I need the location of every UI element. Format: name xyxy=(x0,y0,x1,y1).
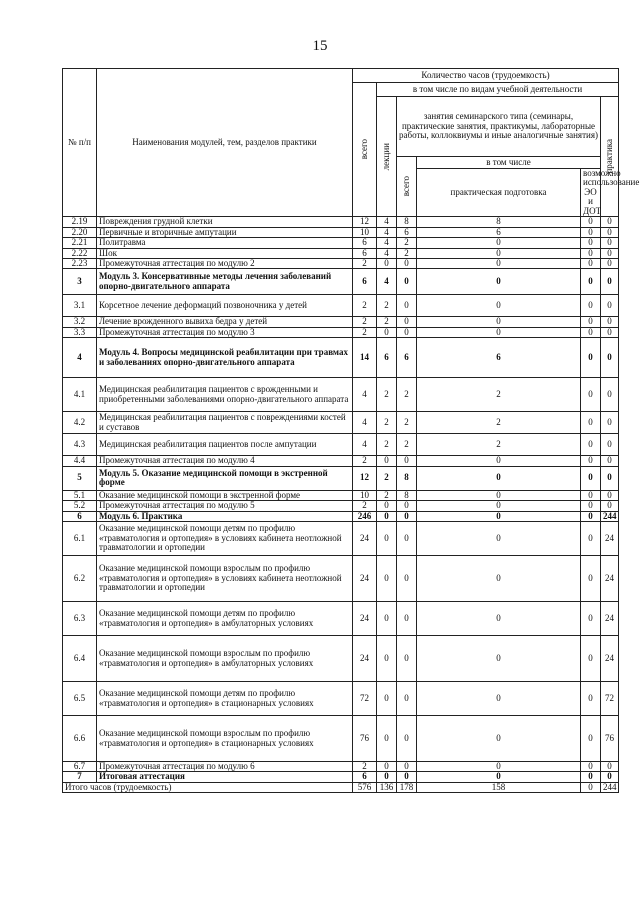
row-value: 14 xyxy=(353,338,377,378)
table-row xyxy=(63,258,619,268)
row-value: 0 xyxy=(397,258,417,268)
row-value: 6 xyxy=(353,269,377,295)
row-value: 0 xyxy=(601,248,619,258)
row-name: Промежуточная аттестация по модулю 6 xyxy=(97,762,353,772)
row-value: 0 xyxy=(601,317,619,327)
row-value: 0 xyxy=(417,556,581,602)
row-value: 2 xyxy=(417,378,581,412)
header-practice: практика xyxy=(601,97,619,217)
row-number: 6.3 xyxy=(63,602,97,636)
row-value: 8 xyxy=(397,217,417,227)
row-value: 0 xyxy=(601,772,619,782)
table-row xyxy=(63,217,619,227)
row-value: 24 xyxy=(601,602,619,636)
row-value: 2 xyxy=(353,501,377,511)
row-value: 0 xyxy=(601,295,619,317)
row-number: 5 xyxy=(63,466,97,490)
row-name: Промежуточная аттестация по модулю 3 xyxy=(97,327,353,337)
row-value: 0 xyxy=(397,501,417,511)
row-number: 2.22 xyxy=(63,248,97,258)
row-value: 0 xyxy=(417,317,581,327)
row-value: 24 xyxy=(353,522,377,556)
row-value: 4 xyxy=(353,412,377,434)
row-value: 6 xyxy=(417,227,581,237)
row-value: 0 xyxy=(377,327,397,337)
row-number: 6.1 xyxy=(63,522,97,556)
row-value: 6 xyxy=(353,238,377,248)
row-value: 0 xyxy=(581,412,601,434)
row-value: 0 xyxy=(601,327,619,337)
row-number: 3 xyxy=(63,269,97,295)
row-value: 2 xyxy=(397,412,417,434)
table-row xyxy=(63,327,619,337)
row-number: 2.23 xyxy=(63,258,97,268)
row-name: Первичные и вторичные ампутации xyxy=(97,227,353,237)
row-value: 2 xyxy=(353,317,377,327)
row-name: Промежуточная аттестация по модулю 5 xyxy=(97,501,353,511)
row-value: 24 xyxy=(353,636,377,682)
row-value: 2 xyxy=(353,327,377,337)
row-value: 0 xyxy=(417,295,581,317)
row-value: 0 xyxy=(417,602,581,636)
row-value: 76 xyxy=(353,716,377,762)
table-row xyxy=(63,456,619,466)
row-number: 3.3 xyxy=(63,327,97,337)
table-row xyxy=(63,501,619,511)
table-row xyxy=(63,295,619,317)
row-value: 0 xyxy=(417,248,581,258)
row-value: 2 xyxy=(353,762,377,772)
row-value: 72 xyxy=(353,682,377,716)
table-row xyxy=(63,434,619,456)
table-row xyxy=(63,636,619,682)
row-value: 2 xyxy=(353,295,377,317)
total-value: 0 xyxy=(581,782,601,792)
row-number: 6 xyxy=(63,511,97,521)
row-value: 0 xyxy=(581,501,601,511)
row-number: 2.20 xyxy=(63,227,97,237)
row-value: 76 xyxy=(601,716,619,762)
row-value: 10 xyxy=(353,490,377,500)
row-value: 0 xyxy=(417,772,581,782)
header-practical-training: практическая подготовка xyxy=(417,169,581,217)
table-row xyxy=(63,269,619,295)
row-value: 0 xyxy=(417,522,581,556)
row-value: 0 xyxy=(397,602,417,636)
row-value: 0 xyxy=(377,762,397,772)
row-value: 0 xyxy=(397,636,417,682)
row-value: 0 xyxy=(377,456,397,466)
row-value: 0 xyxy=(417,238,581,248)
row-value: 0 xyxy=(417,456,581,466)
row-name: Лечение врожденного вывиха бедра у детей xyxy=(97,317,353,327)
row-value: 0 xyxy=(581,556,601,602)
table-row xyxy=(63,412,619,434)
row-number: 6.2 xyxy=(63,556,97,602)
row-number: 6.7 xyxy=(63,762,97,772)
row-value: 0 xyxy=(377,522,397,556)
row-value: 0 xyxy=(417,490,581,500)
header-including: в том числе xyxy=(417,157,601,169)
row-number: 2.21 xyxy=(63,238,97,248)
row-value: 0 xyxy=(397,716,417,762)
row-value: 6 xyxy=(397,227,417,237)
table-row xyxy=(63,522,619,556)
table-row xyxy=(63,338,619,378)
row-value: 0 xyxy=(417,501,581,511)
row-value: 2 xyxy=(377,434,397,456)
row-value: 0 xyxy=(397,269,417,295)
table-row xyxy=(63,511,619,521)
row-value: 0 xyxy=(581,490,601,500)
row-value: 24 xyxy=(353,602,377,636)
row-number: 4.1 xyxy=(63,378,97,412)
row-value: 0 xyxy=(417,258,581,268)
row-name: Оказание медицинской помощи детям по профилю «травматология и ортопедия» в условиях кабинета неотложной травматологии и ортопедии xyxy=(97,522,353,556)
row-value: 0 xyxy=(581,295,601,317)
row-value: 24 xyxy=(601,522,619,556)
row-value: 0 xyxy=(581,511,601,521)
row-value: 0 xyxy=(397,682,417,716)
table-row xyxy=(63,716,619,762)
row-value: 0 xyxy=(377,636,397,682)
row-value: 2 xyxy=(377,378,397,412)
row-value: 24 xyxy=(601,636,619,682)
row-value: 0 xyxy=(417,762,581,772)
row-value: 6 xyxy=(377,338,397,378)
row-value: 0 xyxy=(581,258,601,268)
row-value: 6 xyxy=(353,248,377,258)
row-number: 3.1 xyxy=(63,295,97,317)
row-name: Медицинская реабилитация пациентов с врожденными и приобретенными заболеваниями опорно-двигательного аппарата xyxy=(97,378,353,412)
row-value: 4 xyxy=(353,434,377,456)
row-value: 0 xyxy=(601,258,619,268)
row-value: 0 xyxy=(601,762,619,772)
row-value: 0 xyxy=(581,602,601,636)
row-value: 0 xyxy=(397,456,417,466)
row-value: 0 xyxy=(377,716,397,762)
header-by-type: в том числе по видам учебной деятельности xyxy=(377,83,619,97)
row-value: 0 xyxy=(377,772,397,782)
row-value: 0 xyxy=(581,762,601,772)
table-row xyxy=(63,248,619,258)
row-value: 0 xyxy=(581,636,601,682)
row-value: 2 xyxy=(377,317,397,327)
row-name: Оказание медицинской помощи детям по профилю «травматология и ортопедия» в амбулаторных условиях xyxy=(97,602,353,636)
row-name: Промежуточная аттестация по модулю 4 xyxy=(97,456,353,466)
row-value: 0 xyxy=(581,772,601,782)
row-value: 0 xyxy=(581,327,601,337)
row-name: Оказание медицинской помощи взрослым по профилю «травматология и ортопедия» в условиях кабинета неотложной травматологии и ортопедии xyxy=(97,556,353,602)
header-name: Наименования модулей, тем, разделов практики xyxy=(97,69,353,217)
row-number: 6.5 xyxy=(63,682,97,716)
row-value: 0 xyxy=(417,466,581,490)
row-value: 0 xyxy=(417,636,581,682)
row-value: 0 xyxy=(417,682,581,716)
row-value: 6 xyxy=(353,772,377,782)
row-value: 2 xyxy=(417,434,581,456)
row-value: 8 xyxy=(417,217,581,227)
row-value: 0 xyxy=(417,269,581,295)
row-name: Повреждения грудной клетки xyxy=(97,217,353,227)
row-value: 0 xyxy=(581,269,601,295)
row-value: 0 xyxy=(601,412,619,434)
header-hours: Количество часов (трудоемкость) xyxy=(353,69,619,83)
header-eo-dot: возможно использование ЭО и ДОТ xyxy=(581,169,601,217)
row-value: 12 xyxy=(353,217,377,227)
table-row xyxy=(63,227,619,237)
row-name: Оказание медицинской помощи в экстренной форме xyxy=(97,490,353,500)
row-name: Модуль 3. Консервативные методы лечения заболеваний опорно-двигательного аппарата xyxy=(97,269,353,295)
row-name: Модуль 6. Практика xyxy=(97,511,353,521)
table-row xyxy=(63,490,619,500)
row-value: 0 xyxy=(581,248,601,258)
row-value: 8 xyxy=(397,490,417,500)
row-value: 0 xyxy=(377,602,397,636)
row-number: 4 xyxy=(63,338,97,378)
header-no: № п/п xyxy=(63,69,97,217)
row-name: Оказание медицинской помощи детям по профилю «травматология и ортопедия» в стационарных условиях xyxy=(97,682,353,716)
row-name: Медицинская реабилитация пациентов с повреждениями костей и суставов xyxy=(97,412,353,434)
row-value: 0 xyxy=(601,501,619,511)
row-value: 2 xyxy=(417,412,581,434)
row-value: 0 xyxy=(581,522,601,556)
row-value: 2 xyxy=(397,434,417,456)
row-value: 2 xyxy=(377,466,397,490)
row-value: 0 xyxy=(601,217,619,227)
row-value: 0 xyxy=(397,772,417,782)
row-value: 12 xyxy=(353,466,377,490)
row-value: 246 xyxy=(353,511,377,521)
row-value: 2 xyxy=(377,295,397,317)
row-value: 0 xyxy=(581,466,601,490)
row-name: Шок xyxy=(97,248,353,258)
row-value: 0 xyxy=(377,501,397,511)
header-lectures: лекции xyxy=(377,97,397,217)
header-sem-total: всего xyxy=(397,157,417,217)
header-total: всего xyxy=(353,83,377,217)
row-value: 0 xyxy=(397,556,417,602)
row-value: 24 xyxy=(353,556,377,602)
table-row xyxy=(63,466,619,490)
row-number: 5.2 xyxy=(63,501,97,511)
row-number: 3.2 xyxy=(63,317,97,327)
row-value: 0 xyxy=(601,434,619,456)
row-value: 0 xyxy=(601,378,619,412)
row-value: 0 xyxy=(581,456,601,466)
row-value: 72 xyxy=(601,682,619,716)
row-number: 5.1 xyxy=(63,490,97,500)
row-value: 2 xyxy=(353,258,377,268)
row-value: 0 xyxy=(397,295,417,317)
row-value: 0 xyxy=(601,238,619,248)
row-value: 0 xyxy=(581,338,601,378)
row-value: 2 xyxy=(377,490,397,500)
row-value: 4 xyxy=(377,217,397,227)
row-value: 4 xyxy=(353,378,377,412)
row-value: 4 xyxy=(377,248,397,258)
row-value: 4 xyxy=(377,238,397,248)
page-number: 15 xyxy=(312,38,328,54)
total-value: 158 xyxy=(417,782,581,792)
table-row xyxy=(63,762,619,772)
table-row xyxy=(63,772,619,782)
row-value: 24 xyxy=(601,556,619,602)
row-name: Оказание медицинской помощи взрослым по профилю «травматология и ортопедия» в стационарных условиях xyxy=(97,716,353,762)
row-value: 8 xyxy=(397,466,417,490)
total-row xyxy=(63,782,619,792)
row-number: 6.4 xyxy=(63,636,97,682)
row-name: Модуль 5. Оказание медицинской помощи в экстренной форме xyxy=(97,466,353,490)
total-value: 136 xyxy=(377,782,397,792)
row-value: 2 xyxy=(397,238,417,248)
row-name: Модуль 4. Вопросы медицинской реабилитации при травмах и заболеваниях опорно-двигательного аппарата xyxy=(97,338,353,378)
row-value: 0 xyxy=(601,338,619,378)
row-value: 0 xyxy=(581,238,601,248)
total-value: 178 xyxy=(397,782,417,792)
row-value: 0 xyxy=(601,269,619,295)
row-value: 0 xyxy=(581,434,601,456)
curriculum-table xyxy=(62,68,640,793)
row-value: 0 xyxy=(601,456,619,466)
row-value: 0 xyxy=(417,511,581,521)
row-value: 2 xyxy=(397,378,417,412)
table-row xyxy=(63,317,619,327)
total-value: 576 xyxy=(353,782,377,792)
row-value: 0 xyxy=(581,682,601,716)
row-value: 10 xyxy=(353,227,377,237)
row-name: Корсетное лечение деформаций позвоночника у детей xyxy=(97,295,353,317)
row-value: 6 xyxy=(397,338,417,378)
row-number: 7 xyxy=(63,772,97,782)
table-row xyxy=(63,238,619,248)
row-value: 0 xyxy=(377,511,397,521)
row-name: Медицинская реабилитация пациентов после ампутации xyxy=(97,434,353,456)
row-value: 0 xyxy=(377,258,397,268)
header-seminars: занятия семинарского типа (семинары, практические занятия, практикумы, лабораторные работы, коллоквиумы и иные аналогичные занятия) xyxy=(397,97,601,157)
row-value: 4 xyxy=(377,269,397,295)
row-number: 6.6 xyxy=(63,716,97,762)
total-label: Итого часов (трудоемкость) xyxy=(63,782,353,792)
row-value: 0 xyxy=(581,716,601,762)
row-name: Итоговая аттестация xyxy=(97,772,353,782)
row-value: 0 xyxy=(377,556,397,602)
table-row xyxy=(63,602,619,636)
row-value: 0 xyxy=(397,317,417,327)
row-value: 2 xyxy=(397,248,417,258)
table-row xyxy=(63,378,619,412)
row-value: 0 xyxy=(417,716,581,762)
row-number: 4.3 xyxy=(63,434,97,456)
row-number: 4.4 xyxy=(63,456,97,466)
row-name: Политравма xyxy=(97,238,353,248)
row-name: Промежуточная аттестация по модулю 2 xyxy=(97,258,353,268)
row-value: 244 xyxy=(601,511,619,521)
row-value: 0 xyxy=(601,490,619,500)
row-value: 0 xyxy=(581,227,601,237)
row-name: Оказание медицинской помощи взрослым по профилю «травматология и ортопедия» в амбулаторных условиях xyxy=(97,636,353,682)
row-number: 4.2 xyxy=(63,412,97,434)
row-value: 2 xyxy=(377,412,397,434)
table-row xyxy=(63,556,619,602)
row-value: 0 xyxy=(397,327,417,337)
row-value: 0 xyxy=(417,327,581,337)
row-value: 0 xyxy=(397,511,417,521)
total-value: 244 xyxy=(601,782,619,792)
row-value: 0 xyxy=(581,217,601,227)
row-value: 0 xyxy=(601,227,619,237)
row-value: 0 xyxy=(581,378,601,412)
row-value: 0 xyxy=(397,522,417,556)
row-number: 2.19 xyxy=(63,217,97,227)
row-value: 4 xyxy=(377,227,397,237)
row-value: 0 xyxy=(581,317,601,327)
row-value: 0 xyxy=(601,466,619,490)
table-row xyxy=(63,682,619,716)
row-value: 6 xyxy=(417,338,581,378)
row-value: 0 xyxy=(397,762,417,772)
row-value: 0 xyxy=(377,682,397,716)
row-value: 2 xyxy=(353,456,377,466)
